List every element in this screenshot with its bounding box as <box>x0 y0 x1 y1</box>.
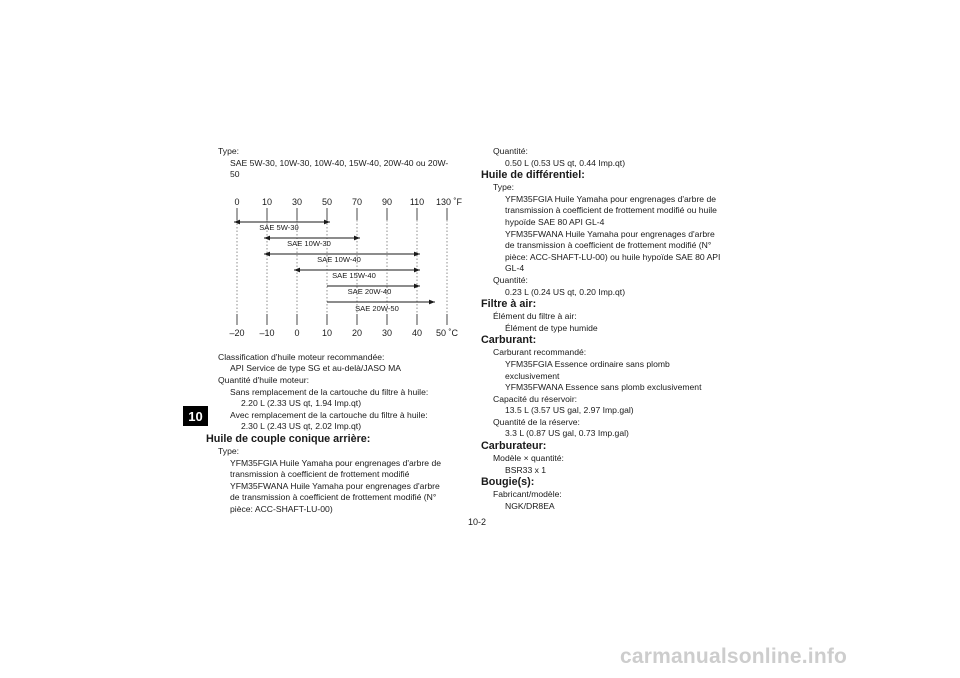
fahrenheit-tick-label: 30 <box>291 197 303 207</box>
rear-type-line: transmission à coefficient de frottement modifié <box>230 469 410 480</box>
range-label: SAE 20W-40 <box>347 287 392 296</box>
diff-type-line: YFM35FGIA Huile Yamaha pour engrenages d'arbre de <box>505 193 717 204</box>
rear-type-line: YFM35FGIA Huile Yamaha pour engrenages d'arbre de <box>230 457 442 468</box>
rear-type-line: pièce: ACC-SHAFT-LU-00) <box>230 503 333 514</box>
chapter-tab: 10 <box>183 406 208 426</box>
range-right-arrow <box>414 268 420 273</box>
diff-type-label: Type: <box>493 182 515 193</box>
fuel-label: Carburant recommandé: <box>493 347 587 358</box>
range-left-arrow <box>294 268 300 273</box>
diff-heading: Huile de différentiel: <box>481 169 585 182</box>
fuel-line: YFM35FWANA Essence sans plomb exclusivement <box>505 382 702 393</box>
page-number: 10-2 <box>468 517 487 527</box>
reserve-label: Quantité de la réserve: <box>493 416 580 427</box>
celsius-tick-label: 40 <box>411 328 423 338</box>
tank-value: 13.5 L (3.57 US gal, 2.97 Imp.gal) <box>505 405 634 416</box>
oil-quantity-label: Quantité d'huile moteur: <box>218 374 309 385</box>
celsius-tick-label: –10 <box>259 328 275 338</box>
rear-quantity-value: 0.50 L (0.53 US qt, 0.44 Imp.qt) <box>505 157 626 168</box>
viscosity-temperature-chart <box>220 194 465 344</box>
rear-type-line: YFM35FWANA Huile Yamaha pour engrenages d'arbre <box>230 480 440 491</box>
with-filter-label: Avec remplacement de la cartouche du filtre à huile: <box>230 409 428 420</box>
tank-label: Capacité du réservoir: <box>493 393 578 404</box>
diff-type-line: hypoïde SAE 80 API GL-4 <box>505 216 605 227</box>
celsius-tick-label: 30 <box>381 328 393 338</box>
without-filter-label: Sans remplacement de la cartouche du filtre à huile: <box>230 386 429 397</box>
celsius-tick-label: 50 ˚C <box>436 328 459 338</box>
celsius-tick-label: 0 <box>294 328 300 338</box>
range-label: SAE 15W-40 <box>332 271 376 280</box>
carburetor-heading: Carburateur: <box>481 440 547 453</box>
diff-type-line: pièce: ACC-SHAFT-LU-00) ou huile hypoïde SAE 80 API <box>505 251 721 262</box>
rear-type-label: Type: <box>218 445 240 456</box>
diff-type-line: de transmission à coefficient de frottement modifié (N° <box>505 240 712 251</box>
type-label: Type: <box>218 146 240 156</box>
carburetor-value: BSR33 x 1 <box>505 464 547 475</box>
fuel-heading: Carburant: <box>481 334 537 347</box>
range-label: SAE 5W-30 <box>259 223 299 232</box>
air-filter-label: Élément du filtre à air: <box>493 311 577 322</box>
fahrenheit-tick-label: 130 ˚F <box>436 197 463 207</box>
diff-type-line: transmission à coefficient de frottement modifié ou huile <box>505 205 717 216</box>
spark-plug-value: NGK/DR8EA <box>505 500 555 511</box>
celsius-tick-label: 20 <box>351 328 363 338</box>
fahrenheit-tick-label: 90 <box>381 197 393 207</box>
range-right-arrow <box>429 300 435 305</box>
air-filter-heading: Filtre à air: <box>481 298 537 311</box>
classification-label: Classification d'huile moteur recommandée: <box>218 351 385 362</box>
rear-type-line: de transmission à coefficient de frottement modifié (N° <box>230 492 437 503</box>
fuel-line: exclusivement <box>505 370 560 381</box>
right-column <box>481 146 755 512</box>
spark-plug-heading: Bougie(s): <box>481 476 535 489</box>
diff-quantity-value: 0.23 L (0.24 US qt, 0.20 Imp.qt) <box>505 286 626 297</box>
fahrenheit-tick-label: 110 <box>409 197 425 207</box>
fahrenheit-tick-label: 10 <box>261 197 273 207</box>
air-filter-value: Élément de type humide <box>505 322 598 333</box>
fahrenheit-tick-label: 70 <box>351 197 363 207</box>
range-label: SAE 10W-40 <box>317 255 361 264</box>
celsius-tick-label: 10 <box>321 328 333 338</box>
type-value-line2: 50 <box>230 169 240 180</box>
without-filter-value: 2.20 L (2.33 US qt, 1.94 Imp.qt) <box>241 398 362 409</box>
fahrenheit-tick-label: 0 <box>234 197 240 207</box>
reserve-value: 3.3 L (0.87 US gal, 0.73 Imp.gal) <box>505 428 629 439</box>
rear-quantity-label: Quantité: <box>493 146 528 156</box>
range-left-arrow <box>264 236 270 241</box>
diff-type-line: YFM35FWANA Huile Yamaha pour engrenages d'arbre <box>505 228 715 239</box>
range-label: SAE 20W-50 <box>355 304 399 313</box>
diff-quantity-label: Quantité: <box>493 274 528 285</box>
classification-value: API Service de type SG et au-delà/JASO MA <box>230 363 401 374</box>
type-value-line1: SAE 5W-30, 10W-30, 10W-40, 15W-40, 20W-40 ou 20W- <box>230 157 449 168</box>
celsius-tick-label: –20 <box>229 328 245 338</box>
rear-gear-heading: Huile de couple conique arrière: <box>206 432 371 445</box>
with-filter-value: 2.30 L (2.43 US qt, 2.02 Imp.qt) <box>241 421 362 432</box>
range-label: SAE 10W-30 <box>287 239 331 248</box>
fuel-line: YFM35FGIA Essence ordinaire sans plomb <box>505 358 670 369</box>
range-right-arrow <box>354 236 360 241</box>
watermark: carmanualsonline.info <box>620 645 848 668</box>
diff-type-line: GL-4 <box>505 263 525 274</box>
spark-plug-label: Fabricant/modèle: <box>493 489 562 500</box>
fahrenheit-tick-label: 50 <box>321 197 333 207</box>
carburetor-label: Modèle × quantité: <box>493 453 564 464</box>
